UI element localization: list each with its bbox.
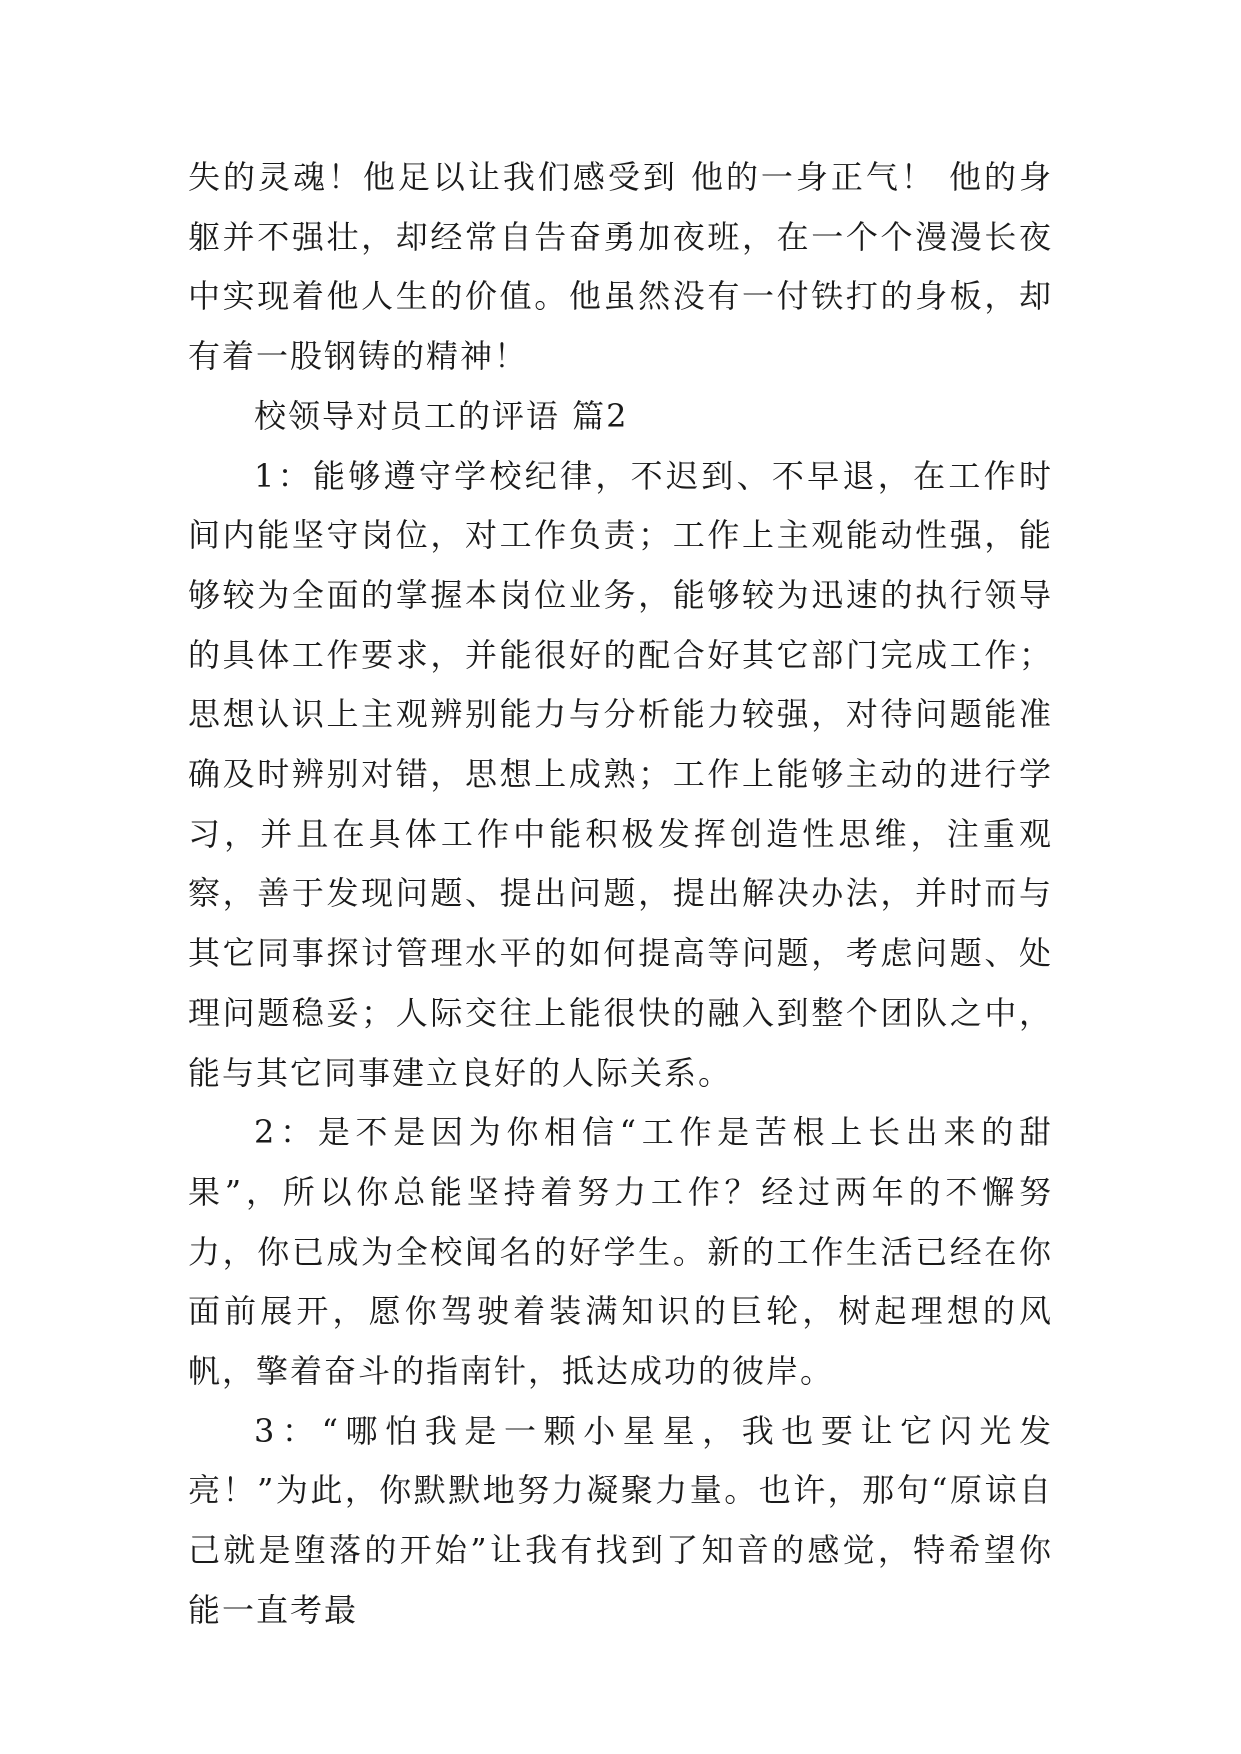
intro-paragraph: 失的灵魂！他足以让我们感受到 他的一身正气！ 他的身躯并不强壮，却经常自告奋勇加夜班，在一个个漫漫长夜中实现着他人生的价值。他虽然没有一付铁打的身板，却有着一股钢铸的精神！	[188, 158, 1053, 376]
item-paragraph-2: 2：是不是因为你相信“工作是苦根上长出来的甜果”，所以你总能坚持着努力工作？经过两年的不懈努力，你已成为全校闻名的好学生。新的工作生活已经在你面前展开，愿你驾驶着装满知识的巨轮，树起理想的风帆，擎着奋斗的指南针，抵达成功的彼岸。	[188, 1113, 1053, 1391]
document-page	[188, 148, 1053, 1641]
item-paragraph-3: 3：“哪怕我是一颗小星星，我也要让它闪光发亮！”为此，你默默地努力凝聚力量。也许，那句“原谅自己就是堕落的开始”让我有找到了知音的感觉，特希望你能一直考最	[188, 1411, 1053, 1629]
section-heading: 校领导对员工的评语 篇2	[254, 396, 629, 435]
item-paragraph-1: 1：能够遵守学校纪律，不迟到、不早退，在工作时间内能坚守岗位，对工作负责；工作上主观能动性强，能够较为全面的掌握本岗位业务，能够较为迅速的执行领导的具体工作要求，并能很好的配合好其它部门完成工作；思想认识上主观辨别能力与分析能力较强，对待问题能准确及时辨别对错，思想上成熟；工作上能够主动的进行学习，并且在具体工作中能积极发挥创造性思维，注重观察，善于发现问题、提出问题，提出解决办法，并时而与其它同事探讨管理水平的如何提高等问题，考虑问题、处理问题稳妥；人际交往上能很快的融入到整个团队之中，能与其它同事建立良好的人际关系。	[188, 456, 1053, 1092]
